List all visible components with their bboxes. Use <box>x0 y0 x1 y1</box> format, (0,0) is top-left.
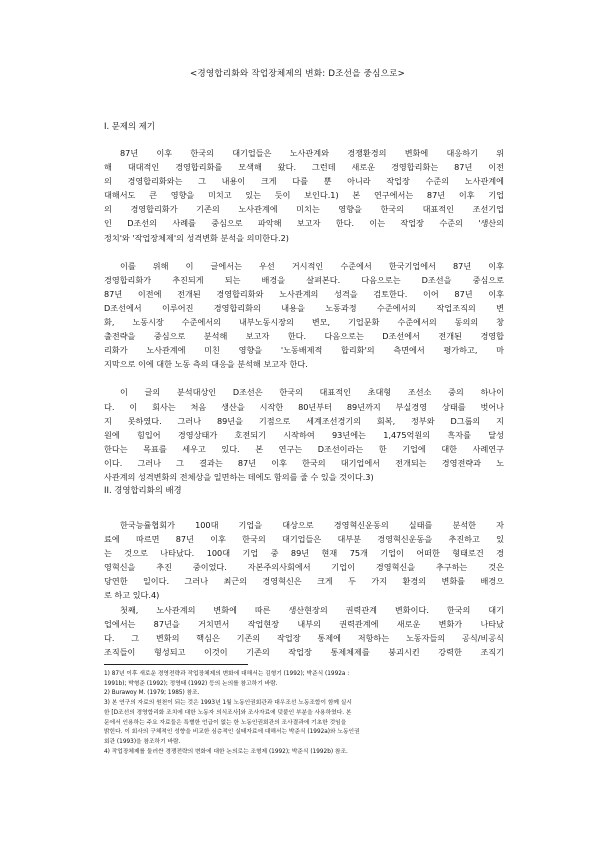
text-line: 대해서도 큰 영향을 미치고 있는 듯이 보인다.1) 본 연구에서는 87년 이후 기업 <box>104 190 504 201</box>
footnote-line: 3) 본 연구의 자료의 원천이 되는 것은 1993년 1월 노동인권회관과 대우조선 노동조합이 함께 실시 <box>104 700 352 707</box>
text-line: 출전략을 중심으로 분석해 보고자 한다. 다음으로는 D조선에서 전개된 경영합 <box>104 331 504 342</box>
text-line: 지막으로 이에 대한 노동 측의 대응을 분석해 보고자 한다. <box>104 359 308 370</box>
text-line: 해 대대적인 경영합리화를 모색해 왔다. 그런데 새로운 경영합리화는 87년 이전 <box>104 162 504 173</box>
text-line: 경영합리화가 추진되게 되는 배경을 살펴본다. 다음으로는 D조선을 중심으로 <box>104 274 504 285</box>
text-line: 87년 이전에 전개된 경영합리화와 노사관계의 성격을 검토한다. 이어 87년 이후 <box>104 288 504 299</box>
paragraph <box>104 259 504 372</box>
footnote-line: 4) 작업장체제를 둘러싼 경쟁전략의 변화에 대한 논의로는 조형제 (1992); 박준식 (1992b) 참조. <box>104 748 348 755</box>
section-heading-problem: I. 문제의 제기 <box>104 121 155 131</box>
text-line: 다. 그 변화의 핵심은 기존의 작업장 통제에 저항하는 노동자들의 공식/비공식 <box>104 632 504 643</box>
text-line: 영혁신을 추진 중이었다. 자본주의사회에서 기업이 경영혁신을 추구하는 것은 <box>104 562 504 573</box>
paragraph <box>104 518 504 603</box>
footnotes <box>104 670 504 757</box>
text-line: 의 경영합리화가 기존의 노사관계에 미치는 영향을 한국의 대표적인 조선기업 <box>104 204 504 215</box>
footnote-line: 밝힌다. 이 회사의 구체적인 성향을 비교한 심층적인 실태자료에 대해서는 박준식 (1992a)와 노동인권 <box>104 729 360 736</box>
text-line: 한국능률협회가 100대 기업을 대상으로 경영혁신운동의 실태를 분석한 자 <box>120 520 504 530</box>
text-line: 87년 이후 한국의 대기업들은 노사관계와 경쟁환경의 변화에 대응하기 위 <box>120 148 504 158</box>
footnote <box>104 670 504 689</box>
text-line: 화, 노동시장 수준에서의 내부노동시장의 변모, 기업문화 수준에서의 동의의 창 <box>104 317 504 328</box>
text-line: 한다는 목표를 세우고 있다. 본 연구는 D조선이라는 한 기업에 대한 사례연구 <box>104 443 504 454</box>
text-line: 이다. 그러나 그 결과는 87년 이후 한국의 대기업에서 전개되는 경영전략과 노 <box>104 457 504 468</box>
text-line: 로 하고 있다.4) <box>104 590 160 601</box>
document-title: <경영합리화와 작업장체제의 변화: D조선을 중심으로> <box>190 69 405 79</box>
text-line: 조직들이 형성되고 이것이 기존의 작업장 통제체제를 붕괴시킨 강력한 조직기 <box>104 646 504 657</box>
footnote-divider <box>104 664 248 665</box>
footnote-line: 회관 (1993)을 참조하기 바람. <box>104 738 181 745</box>
text-line: 리화가 노사관계에 미친 영향을 '노동배제적 합리화'의 측면에서 평가하고, 마 <box>104 345 504 356</box>
footnote <box>104 699 504 748</box>
footnote <box>104 689 504 699</box>
text-line: 인 D조선의 사례를 중심으로 파악해 보고자 한다. 이는 작업장 수준의 '생산의 <box>104 218 504 229</box>
section-body-problem <box>104 146 504 484</box>
text-line: D조선에서 이루어진 경영합리화의 내용을 노동과정 수준에서의 작업조직의 변 <box>104 302 504 313</box>
paragraph <box>104 603 504 659</box>
text-line: 다. 이 회사는 처음 생산을 시작한 80년부터 89년까지 부실경영 상태를 벗어나 <box>104 401 504 412</box>
footnote-line: 1991b); 박형준 (1992); 정영태 (1992) 등의 논의를 참고하기 바람. <box>104 680 278 687</box>
footnote-line: 2) Burawoy M. (1979; 1985) 참조. <box>104 690 200 697</box>
section-body-background <box>104 518 504 659</box>
text-line: 업에서는 87년을 거치면서 작업현장 내부의 권력관계에 새로운 변화가 나타났 <box>104 618 504 629</box>
text-line: 료에 따르면 87년 이후 한국의 대기업들은 대부분 경영혁신운동을 추진하고 있 <box>104 534 504 545</box>
text-line: 는 것으로 나타났다. 100대 기업 중 89년 현재 75개 기업이 어떠한 형태로건 경 <box>104 548 504 559</box>
text-line: 의 경영합리화와는 그 내용이 크게 다를 뿐 아니라 작업장 수준의 노사관계에 <box>104 176 504 187</box>
paragraph <box>104 385 504 484</box>
text-line: 정치'와 '작업장체제'의 성격변화 분석을 의미한다.2) <box>104 232 289 243</box>
paragraph <box>104 146 504 245</box>
text-line: 이 글의 분석대상인 D조선은 한국의 대표적인 초대형 조선소 중의 하나이 <box>120 387 504 398</box>
text-line: 이를 위해 이 글에서는 우선 거시적인 수준에서 한국기업에서 87년 이후 <box>120 260 504 271</box>
footnote <box>104 748 504 758</box>
text-line: 당연한 일이다. 그러나 최근의 경영혁신은 크게 두 가지 환경의 변화를 배경으 <box>104 576 504 587</box>
footnote-line: 1) 87년 이후 새로운 경영전략과 작업장체제의 변화에 대해서는 김형기 (1992); 박준식 (1992a : <box>104 671 350 677</box>
footnote-line: 한 [D조선의 경영합리화 조치에 대한 노동자 의식조사]와 조사자료에 덧붙인 부분을 사용하였다. 본 <box>104 709 352 716</box>
text-line: 지 못하였다. 그러나 89년을 기점으로 세계조선경기의 회복, 정부와 D그룹의 지 <box>104 415 504 426</box>
footnote-line: 문에서 인용하는 주요 자료들은 특별한 언급이 없는 한 노동인권회관의 조사결과에 기초한 것임을 <box>104 719 347 726</box>
section-heading-background: II. 경영합리화의 배경 <box>104 485 182 495</box>
text-line: 사관계의 성격변화의 전체상을 일면하는 데에도 함의를 줄 수 있을 것이다.3) <box>104 471 374 482</box>
text-line: 원에 힘입어 경영상태가 호전되기 시작하여 93년에는 1,475억원의 흑자를 달성 <box>104 429 504 440</box>
text-line: 첫째, 노사관계의 변화에 따른 생산현장의 권력관계 변화이다. 한국의 대기 <box>120 604 504 615</box>
